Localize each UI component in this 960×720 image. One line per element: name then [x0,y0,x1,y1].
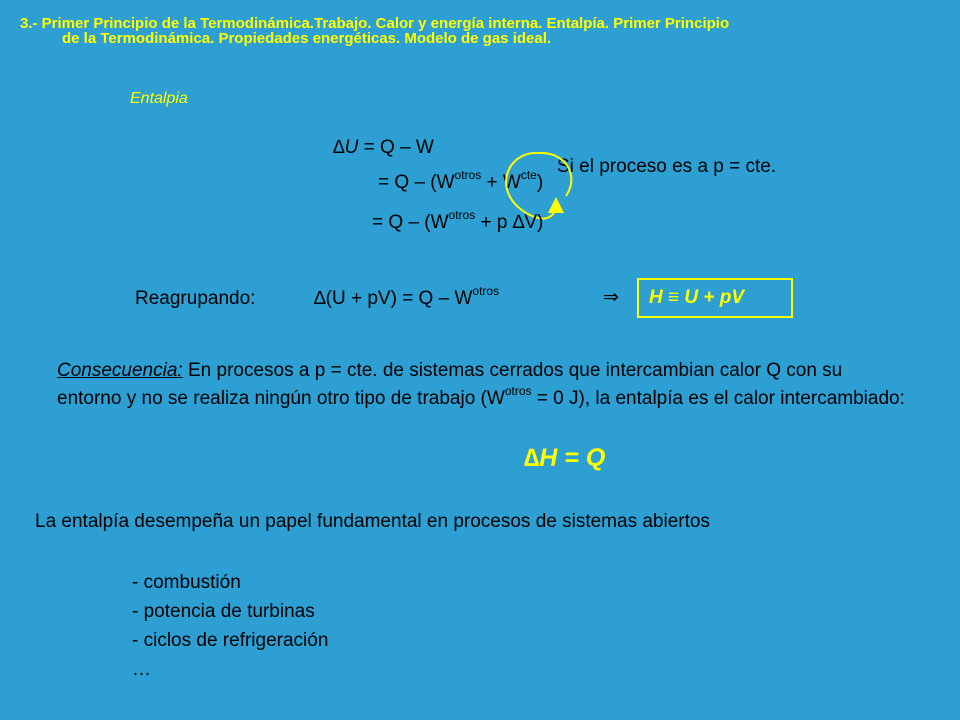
consequence-sup-otros: otros [504,383,532,398]
equation-2-sup-otros: otros [454,167,482,182]
enthalpy-definition: H ≡ U + pV [649,287,745,308]
equation-2 [378,167,544,194]
equation-1-rhs: = Q – W [358,137,434,158]
equation-1 [333,137,434,159]
equation-3 [372,207,544,234]
consequence-label: Consecuencia: [57,360,183,381]
implies-arrow-icon: ⇒ [603,287,619,308]
condition-note: Si el proceso es a p = cte. [557,156,777,177]
regroup-sup-otros: otros [472,283,500,298]
equation-2-pre: = Q – (W [378,172,455,193]
regroup-expression [314,283,500,310]
consequence-text-a: En procesos a p = cte. de sistemas cerrados que intercambian calor Q con su entorno y no se realiza ningún otro tipo de trabajo (W [57,360,843,409]
section-title: Entalpia [130,90,188,107]
slide-header [20,16,940,46]
regroup-label: Reagrupando: [135,288,256,309]
equation-3-pre: = Q – (W [372,212,449,233]
applications-list [132,568,328,684]
equation-1-lhs: ∆U [333,137,359,158]
enthalpy-result: ∆H = Q [524,444,606,472]
header-line-2: de la Termodinámica. Propiedades energéticas. Modelo de gas ideal. [62,30,552,47]
equation-2-sup-cte: cte [520,167,537,182]
header-line-1: 3.- Primer Principio de la Termodinámica.Trabajo. Calor y energía interna. Entalpía. Primer Principio [20,15,730,32]
equation-2-mid: + W [481,172,521,193]
open-systems-text: La entalpía desempeña un papel fundamental en procesos de sistemas abiertos [35,511,710,532]
enthalpy-definition-box [637,278,793,318]
equation-3-mid: + p ∆V) [475,212,544,233]
regroup-expression-text: ∆(U + pV) = Q – W [314,288,473,309]
consequence-paragraph [57,357,907,413]
list-item: - combustión [132,572,241,593]
list-item: - ciclos de refrigeración [132,630,329,651]
consequence-text-b: = 0 J), la entalpía es el calor intercambiado: [531,388,905,409]
equation-2-post: ) [536,172,544,193]
equation-3-sup-otros: otros [448,207,476,222]
list-item: … [132,659,151,680]
list-item: - potencia de turbinas [132,601,315,622]
